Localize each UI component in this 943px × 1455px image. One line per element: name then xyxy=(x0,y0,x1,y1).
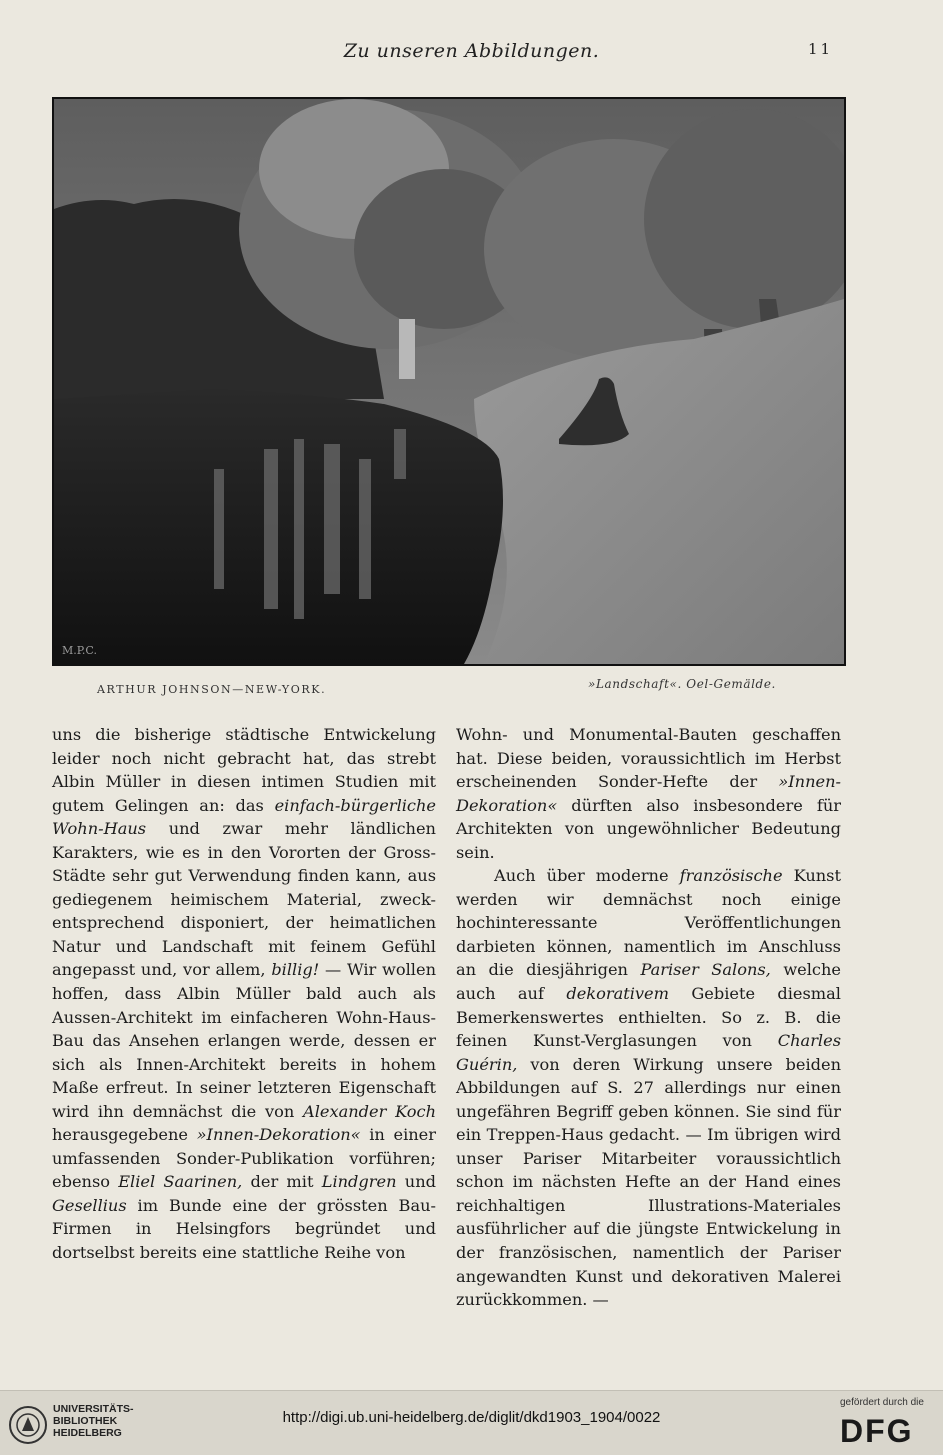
running-title: Zu unseren Abbildungen. xyxy=(343,40,600,62)
paragraph-right-1: Wohn- und Monumental-Bauten geschaffen hat. Diese beiden, voraussichtlich im Herbst erscheinenden Sonder-Hefte der »Innen-Dekoration« dürften also insbesondere für Architekten von ungewöhnlicher Bedeutung sein. xyxy=(456,725,841,862)
painting-monogram: M.P.C. xyxy=(62,644,97,657)
figure-caption-title: »Landschaft«. Oel-Gemälde. xyxy=(588,677,776,691)
digitization-footer xyxy=(0,1390,943,1455)
landscape-painting-plate xyxy=(52,97,846,666)
landscape-painting xyxy=(54,99,844,664)
digitization-url-link[interactable]: http://digi.ub.uni-heidelberg.de/diglit/dkd1903_1904/0022 xyxy=(282,1409,661,1426)
university-library-name: UNIVERSITÄTS- BIBLIOTHEK HEIDELBERG xyxy=(53,1403,134,1439)
funding-note: gefördert durch die xyxy=(840,1397,924,1408)
page-number: 11 xyxy=(808,40,834,58)
figure-caption-artist: ARTHUR JOHNSON—NEW-YORK. xyxy=(97,683,327,696)
text-column-right xyxy=(456,723,841,1312)
paragraph-right-2: Auch über moderne französische Kunst werden wir demnächst noch einige hochinteressante Veröffentlichungen darbieten können, namentlich im Anschluss an die diesjährigen Pariser Salons, welche auch auf dekorativem Gebiete diesmal Bemerkenswertes enthielten. So z. B. die feinen Kunst-Verglasungen von Charles Guérin, von deren Wirkung unsere beiden Abbildungen auf S. 27 allerdings nur einen ungefähren Begriff geben können. Sie sind für ein Treppen-Haus gedacht. — Im übrigen wird unser Pariser Mitarbeiter voraussichtlich schon im nächsten Hefte an der Hand eines reichhaltigen Illustrations-Materiales ausführlicher auf die jüngste Entwickelung in der französischen, namentlich der Pariser angewandten Kunst und dekorativen Malerei zurückkommen. — xyxy=(456,866,842,1310)
dfg-logo: DFG xyxy=(840,1413,914,1449)
text-column-left xyxy=(52,723,436,1265)
paragraph-left: uns die bisherige städtische Entwickelung leider noch nicht gebracht hat, das strebt Albin Müller in diesen intimen Studien mit gutem Gelingen an: das einfach-bürgerliche Wohn-Haus und zwar mehr ländlichen Karakters, wie es in den Vororten der Gross-Städte sehr gut Verwendung finden kann, aus gediegenem heimischem Material, zweck-entsprechend disponiert, der heimatlichen Natur und Landschaft mit feinem Gefühl angepasst und, vor allem, billig! — Wir wollen hoffen, dass Albin Müller bald auch als Aussen-Architekt im einfacheren Wohn-Haus-Bau das Ansehen erlangen werde, dessen er sich als Innen-Architekt bereits in hohem Maße erfreut. In seiner letzteren Eigenschaft wird ihn demnächst die von Alexander Koch herausgegebene »Innen-Dekoration« in einer umfassenden Sonder-Publikation vorführen; ebenso Eliel Saarinen, der mit Lindgren und Gesellius im Bunde eine der grössten Bau-Firmen in Helsingfors begründet und dortselbst bereits eine stattliche Reihe von xyxy=(52,725,437,1263)
